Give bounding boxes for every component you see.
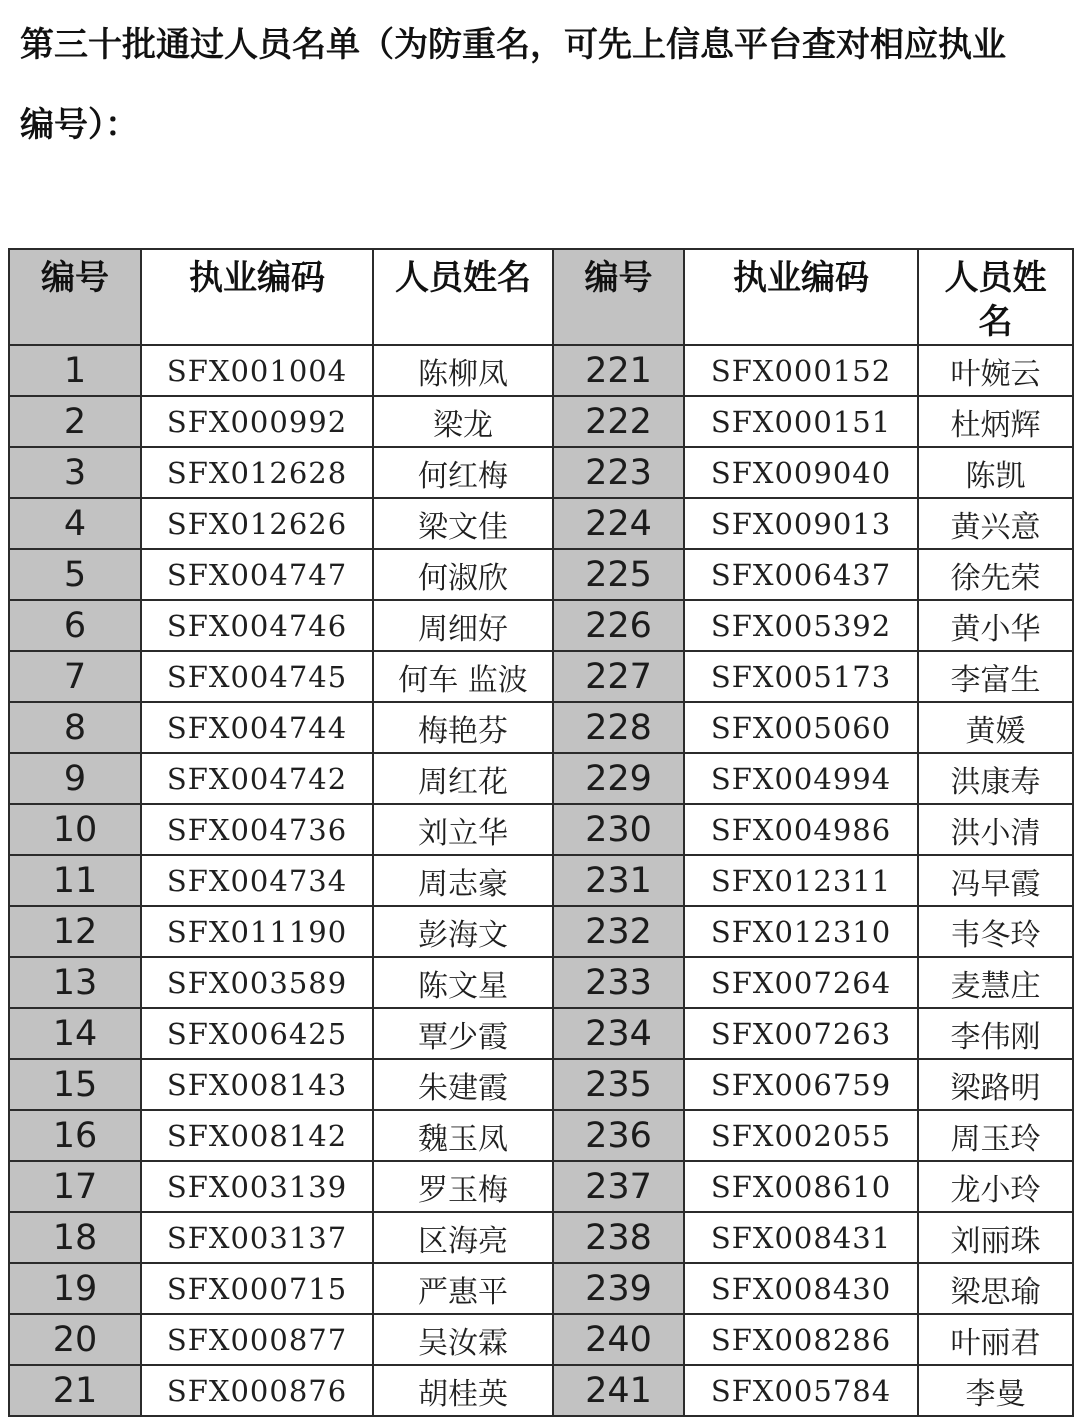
table-row [9, 396, 1073, 447]
person-name-cell: 洪康寿 [918, 753, 1073, 804]
header-code-left: 执业编码 [141, 249, 373, 345]
row-number-cell: 18 [9, 1212, 141, 1263]
practice-code-cell: SFX007263 [684, 1008, 918, 1059]
header-name-left: 人员姓名 [373, 249, 553, 345]
row-number-cell: 14 [9, 1008, 141, 1059]
table-row [9, 1059, 1073, 1110]
person-name-cell: 何车 监波 [373, 651, 553, 702]
table-row [9, 1212, 1073, 1263]
practice-code-cell: SFX012310 [684, 906, 918, 957]
practice-code-cell: SFX008431 [684, 1212, 918, 1263]
practice-code-cell: SFX004746 [141, 600, 373, 651]
practice-code-cell: SFX005060 [684, 702, 918, 753]
practice-code-cell: SFX001004 [141, 345, 373, 396]
header-row [9, 249, 1073, 345]
practice-code-cell: SFX012628 [141, 447, 373, 498]
person-name-cell: 陈文星 [373, 957, 553, 1008]
person-name-cell: 梁路明 [918, 1059, 1073, 1110]
table-row [9, 855, 1073, 906]
row-number-cell: 236 [553, 1110, 684, 1161]
practice-code-cell: SFX002055 [684, 1110, 918, 1161]
page-title [20, 5, 1070, 165]
row-number-cell: 19 [9, 1263, 141, 1314]
row-number-cell: 6 [9, 600, 141, 651]
header-code-right: 执业编码 [684, 249, 918, 345]
practice-code-cell: SFX005173 [684, 651, 918, 702]
person-name-cell: 彭海文 [373, 906, 553, 957]
row-number-cell: 241 [553, 1365, 684, 1416]
practice-code-cell: SFX000877 [141, 1314, 373, 1365]
row-number-cell: 224 [553, 498, 684, 549]
header-name-right: 人员姓名 [918, 249, 1073, 345]
practice-code-cell: SFX008286 [684, 1314, 918, 1365]
row-number-cell: 230 [553, 804, 684, 855]
table-body [9, 345, 1073, 1416]
practice-code-cell: SFX008142 [141, 1110, 373, 1161]
row-number-cell: 225 [553, 549, 684, 600]
person-name-cell: 刘立华 [373, 804, 553, 855]
row-number-cell: 222 [553, 396, 684, 447]
person-name-cell: 徐先荣 [918, 549, 1073, 600]
person-name-cell: 魏玉凤 [373, 1110, 553, 1161]
table-row [9, 1161, 1073, 1212]
person-name-cell: 何红梅 [373, 447, 553, 498]
person-name-cell: 麦慧庄 [918, 957, 1073, 1008]
row-number-cell: 5 [9, 549, 141, 600]
practice-code-cell: SFX000992 [141, 396, 373, 447]
person-name-cell: 龙小玲 [918, 1161, 1073, 1212]
header-number-right: 编号 [553, 249, 684, 345]
table-row [9, 702, 1073, 753]
row-number-cell: 229 [553, 753, 684, 804]
table-row [9, 447, 1073, 498]
table-row [9, 1110, 1073, 1161]
row-number-cell: 1 [9, 345, 141, 396]
practice-code-cell: SFX000715 [141, 1263, 373, 1314]
person-name-cell: 叶丽君 [918, 1314, 1073, 1365]
row-number-cell: 238 [553, 1212, 684, 1263]
practice-code-cell: SFX004736 [141, 804, 373, 855]
person-name-cell: 周细好 [373, 600, 553, 651]
practice-code-cell: SFX008143 [141, 1059, 373, 1110]
table-row [9, 600, 1073, 651]
person-name-cell: 覃少霞 [373, 1008, 553, 1059]
table-row [9, 753, 1073, 804]
row-number-cell: 4 [9, 498, 141, 549]
row-number-cell: 226 [553, 600, 684, 651]
practice-code-cell: SFX000151 [684, 396, 918, 447]
row-number-cell: 237 [553, 1161, 684, 1212]
practice-code-cell: SFX004745 [141, 651, 373, 702]
person-name-cell: 梅艳芬 [373, 702, 553, 753]
row-number-cell: 239 [553, 1263, 684, 1314]
row-number-cell: 10 [9, 804, 141, 855]
person-name-cell: 李曼 [918, 1365, 1073, 1416]
table-row [9, 1365, 1073, 1416]
person-name-cell: 胡桂英 [373, 1365, 553, 1416]
table-row [9, 651, 1073, 702]
row-number-cell: 16 [9, 1110, 141, 1161]
row-number-cell: 223 [553, 447, 684, 498]
person-name-cell: 洪小清 [918, 804, 1073, 855]
table-row [9, 1314, 1073, 1365]
row-number-cell: 12 [9, 906, 141, 957]
practice-code-cell: SFX003139 [141, 1161, 373, 1212]
person-name-cell: 区海亮 [373, 1212, 553, 1263]
person-name-cell: 梁龙 [373, 396, 553, 447]
person-name-cell: 梁思瑜 [918, 1263, 1073, 1314]
person-name-cell: 周志豪 [373, 855, 553, 906]
practice-code-cell: SFX007264 [684, 957, 918, 1008]
row-number-cell: 240 [553, 1314, 684, 1365]
practice-code-cell: SFX004747 [141, 549, 373, 600]
table-row [9, 804, 1073, 855]
practice-code-cell: SFX008610 [684, 1161, 918, 1212]
practice-code-cell: SFX008430 [684, 1263, 918, 1314]
row-number-cell: 9 [9, 753, 141, 804]
person-name-cell: 何淑欣 [373, 549, 553, 600]
person-name-cell: 梁文佳 [373, 498, 553, 549]
person-name-cell: 周玉玲 [918, 1110, 1073, 1161]
practice-code-cell: SFX009013 [684, 498, 918, 549]
person-name-cell: 周红花 [373, 753, 553, 804]
person-name-cell: 叶婉云 [918, 345, 1073, 396]
table-row [9, 1008, 1073, 1059]
row-number-cell: 227 [553, 651, 684, 702]
row-number-cell: 232 [553, 906, 684, 957]
header-number-left: 编号 [9, 249, 141, 345]
person-name-cell: 冯早霞 [918, 855, 1073, 906]
row-number-cell: 231 [553, 855, 684, 906]
page-title-line1: 第三十批通过人员名单（为防重名，可先上信息平台查对相应执业 [20, 25, 1006, 65]
person-name-cell: 黄兴意 [918, 498, 1073, 549]
person-name-cell: 陈凯 [918, 447, 1073, 498]
row-number-cell: 7 [9, 651, 141, 702]
page-title-line2: 编号）： [20, 105, 139, 145]
table-row [9, 1263, 1073, 1314]
row-number-cell: 8 [9, 702, 141, 753]
row-number-cell: 11 [9, 855, 141, 906]
person-name-cell: 刘丽珠 [918, 1212, 1073, 1263]
practice-code-cell: SFX012626 [141, 498, 373, 549]
practice-code-cell: SFX005392 [684, 600, 918, 651]
row-number-cell: 233 [553, 957, 684, 1008]
roster-table [8, 248, 1074, 1417]
practice-code-cell: SFX012311 [684, 855, 918, 906]
person-name-cell: 李富生 [918, 651, 1073, 702]
practice-code-cell: SFX004986 [684, 804, 918, 855]
practice-code-cell: SFX004734 [141, 855, 373, 906]
row-number-cell: 2 [9, 396, 141, 447]
person-name-cell: 吴汝霖 [373, 1314, 553, 1365]
person-name-cell: 杜炳辉 [918, 396, 1073, 447]
row-number-cell: 228 [553, 702, 684, 753]
row-number-cell: 13 [9, 957, 141, 1008]
practice-code-cell: SFX004742 [141, 753, 373, 804]
person-name-cell: 陈柳凤 [373, 345, 553, 396]
practice-code-cell: SFX011190 [141, 906, 373, 957]
row-number-cell: 234 [553, 1008, 684, 1059]
row-number-cell: 221 [553, 345, 684, 396]
row-number-cell: 235 [553, 1059, 684, 1110]
table-row [9, 957, 1073, 1008]
practice-code-cell: SFX006759 [684, 1059, 918, 1110]
practice-code-cell: SFX006437 [684, 549, 918, 600]
person-name-cell: 严惠平 [373, 1263, 553, 1314]
person-name-cell: 黄媛 [918, 702, 1073, 753]
practice-code-cell: SFX009040 [684, 447, 918, 498]
practice-code-cell: SFX003589 [141, 957, 373, 1008]
practice-code-cell: SFX005784 [684, 1365, 918, 1416]
row-number-cell: 3 [9, 447, 141, 498]
row-number-cell: 20 [9, 1314, 141, 1365]
table-row [9, 498, 1073, 549]
person-name-cell: 黄小华 [918, 600, 1073, 651]
person-name-cell: 朱建霞 [373, 1059, 553, 1110]
row-number-cell: 15 [9, 1059, 141, 1110]
table-row [9, 345, 1073, 396]
person-name-cell: 韦冬玲 [918, 906, 1073, 957]
table-row [9, 549, 1073, 600]
practice-code-cell: SFX004744 [141, 702, 373, 753]
row-number-cell: 17 [9, 1161, 141, 1212]
person-name-cell: 罗玉梅 [373, 1161, 553, 1212]
practice-code-cell: SFX000152 [684, 345, 918, 396]
practice-code-cell: SFX006425 [141, 1008, 373, 1059]
row-number-cell: 21 [9, 1365, 141, 1416]
practice-code-cell: SFX000876 [141, 1365, 373, 1416]
person-name-cell: 李伟刚 [918, 1008, 1073, 1059]
practice-code-cell: SFX003137 [141, 1212, 373, 1263]
table-row [9, 906, 1073, 957]
practice-code-cell: SFX004994 [684, 753, 918, 804]
